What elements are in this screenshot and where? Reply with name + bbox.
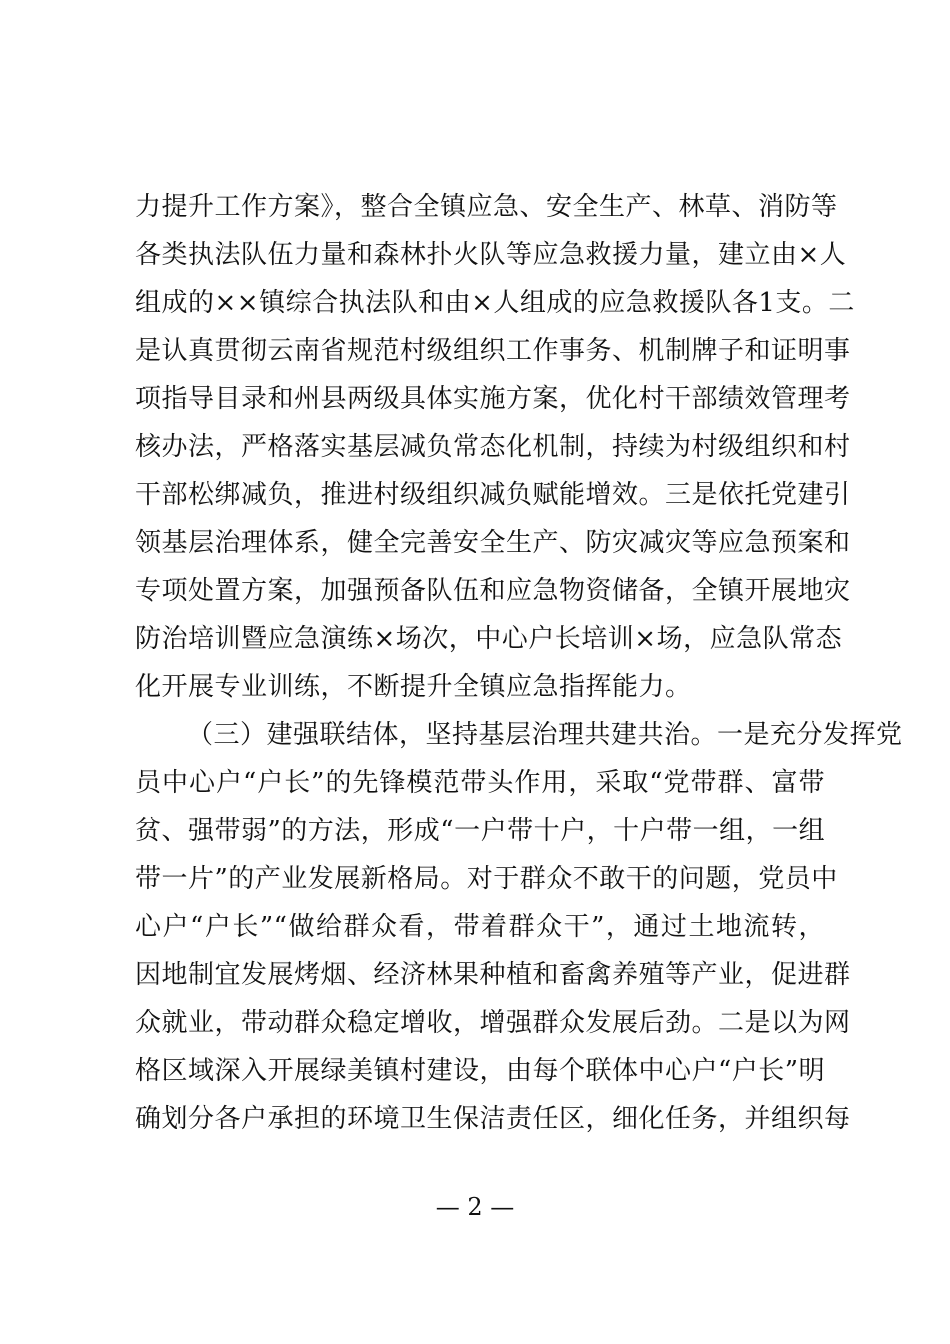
body-text-line: 组成的××镇综合执法队和由×人组成的应急救援队各1支。二 bbox=[135, 288, 855, 318]
section-heading-line: （三）建强联结体，坚持基层治理共建共治。一是充分发挥党 bbox=[187, 720, 903, 750]
body-text-line: 力提升工作方案》，整合全镇应急、安全生产、林草、消防等 bbox=[135, 192, 838, 222]
page-number: — 2 — bbox=[435, 1193, 515, 1221]
body-text-line: 干部松绑减负，推进村级组织减负赋能增效。三是依托党建引 bbox=[135, 480, 851, 510]
body-text-line: 确划分各户承担的环境卫生保洁责任区，细化任务，并组织每 bbox=[135, 1104, 851, 1134]
body-text-line: 核办法，严格落实基层减负常态化机制，持续为村级组织和村 bbox=[135, 432, 851, 462]
body-text-line: 领基层治理体系，健全完善安全生产、防灾减灾等应急预案和 bbox=[135, 528, 851, 558]
body-text-line: 化开展专业训练，不断提升全镇应急指挥能力。 bbox=[135, 672, 692, 702]
body-text-line: 带一片”的产业发展新格局。对于群众不敢干的问题，党员中 bbox=[135, 864, 838, 894]
body-text-line: 心户“户长”“做给群众看，带着群众干”，通过土地流转， bbox=[135, 912, 825, 942]
body-text-line: 各类执法队伍力量和森林扑火队等应急救援力量，建立由×人 bbox=[135, 240, 847, 270]
body-text-line: 众就业，带动群众稳定增收，增强群众发展后劲。二是以为网 bbox=[135, 1008, 851, 1038]
body-text-line: 是认真贯彻云南省规范村级组织工作事务、机制牌子和证明事 bbox=[135, 336, 851, 366]
body-text-line: 因地制宜发展烤烟、经济林果种植和畜禽养殖等产业，促进群 bbox=[135, 960, 851, 990]
body-text-line: 员中心户“户长”的先锋模范带头作用，采取“党带群、富带 bbox=[135, 768, 825, 798]
body-text-line: 专项处置方案，加强预备队伍和应急物资储备，全镇开展地灾 bbox=[135, 576, 851, 606]
body-text-line: 项指导目录和州县两级具体实施方案，优化村干部绩效管理考 bbox=[135, 384, 851, 414]
body-text-line: 防治培训暨应急演练×场次，中心户长培训×场，应急队常态 bbox=[135, 624, 843, 654]
body-text-line: 格区域深入开展绿美镇村建设，由每个联体中心户“户长”明 bbox=[135, 1056, 826, 1086]
body-text-line: 贫、强带弱”的方法，形成“一户带十户，十户带一组，一组 bbox=[135, 816, 826, 846]
